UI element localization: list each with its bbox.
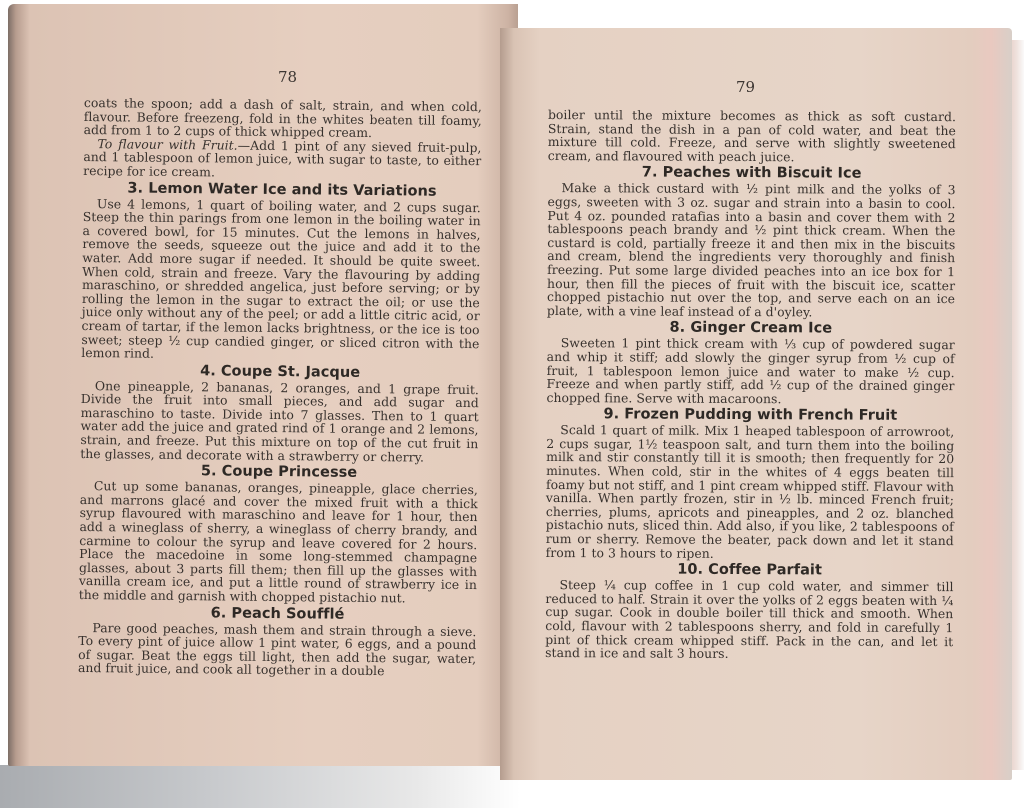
fruit-note-text: —Add 1 pint of any sieved fruit-pulp, and 1 tablespoon of lemon juice, with sugar to taste, to either recipe for ice cream. — [83, 137, 482, 180]
table-surface-shadow — [0, 765, 520, 808]
recipe-title: 10. Coffee Parfait — [677, 561, 822, 579]
continuation-paragraph: coats the spoon; add a dash of salt, strain, and when cold, flavour. Before freezeng, fold in the whites beaten till foamy, add from 1 to 2 cups of thick whipped cream. — [83, 95, 482, 141]
recipe-title: 9. Frozen Pudding with French Fruit — [603, 406, 898, 425]
right-page — [500, 28, 1012, 780]
recipe-title: 5. Coupe Princesse — [200, 463, 358, 482]
recipe-body: Make a thick custard with ½ pint milk and the yolks of 3 eggs, sweeten with 3 oz. sugar and strain into a basin to cool. Put 4 oz. pounded ratafias into a basin and cover them with 2 tablespoons peach brandy and ½ pint thick cream. When the custard is cold, partially freeze it and then mix in the biscuits and cream, blend the ingredients very thoroughly and finish freezing. Put some large divided peaches into an ice box for 1 hour, then fill the pieces of fruit with the biscuit ice, scatter chopped pistachio nut over the top, and serve each on an ice plate, with a vine leaf instead of a d'oyley. — [546, 180, 956, 320]
recipe-body: Use 4 lemons, 1 quart of boiling water, and 2 cups sugar. Steep the thin parings from one lemon in the boiling water in a covered bowl, for 15 minutes. Cut the lemons in halves, remove the seeds, squeeze out the juice and add it to the water. Add more sugar if needed. It should be quite sweet. When cold, strain and freeze. Vary the flavouring by adding maraschino, or shredded angelica, just before serving; or by rolling the lemon in the sugar to extract the oil; or use the juice only without any of the peel; or add a little citric acid, or cream of tartar, if the lemon lacks brightness, or the ice is too sweet; steep ½ cup candied ginger, or sliced citron with the lemon rind. — [81, 195, 481, 361]
recipe-title: 8. Ginger Cream Ice — [669, 319, 833, 337]
recipe-body: Sweeten 1 pint thick cream with ⅓ cup of powdered sugar and whip it stiff; add slowly the ginger syrup from ½ cup of fruit, 1 tablespoon lemon juice and water to make ½ cup. Freeze and when partly stiff, add ½ cup of the drained ginger chopped fine. Serve with macaroons. — [546, 335, 955, 406]
recipe-body: Scald 1 quart of milk. Mix 1 heaped tablespoon of arrowroot, 2 cups sugar, 1½ teaspoon salt, and turn them into the boiling milk and stir constantly till it is smooth; then frequently for 20 minutes. When cold, stir in the whites of 4 eggs beaten till foamy but not stiff, and 1 pint cream whipped stiff. Flavour with vanilla. When partly frozen, stir in ½ lb. minced French fruit; cherries, plums, apricots and pineapples, and 2 oz. blanched pistachio nuts, sliced thin. Add also, if you like, 2 tablespoons of rum or sherry. Remove the beater, pack down and let it stand from 1 to 3 hours to ripen. — [545, 422, 955, 561]
recipe-body: Pare good peaches, mash them and strain through a sieve. To every pint of juice allow 1 pint water, 6 eggs, and a pound of sugar. Beat the eggs till light, then add the sugar, water, and fruit juice, and cook all together in a double — [77, 619, 477, 679]
recipe-body: Steep ¼ cup coffee in 1 cup cold water, and simmer till reduced to half. Strain it over the yolks of 2 eggs beaten with ¼ cup sugar. Cook in double boiler till thick and smooth. When cold, flavour with 2 tablespoons sherry, and fold in carefully 1 pint of thick cream whipped stiff. Pack in the can, and let it stand in ice and salt 3 hours. — [545, 577, 954, 662]
recipe-body: Cut up some bananas, oranges, pineapple, glace cherries, and marrons glacé and cover the mixed fruit with a thick syrup flavoured with maraschino and leave for 1 hour, then add a wineglass of sherry, a wineglass of cherry brandy, and carmine to colour the syrup and leave covered for 2 hours. Place the macedoine in some long-stemmed champagne glasses, about 3 parts fill them; then fill up the glasses with vanilla cream ice, and put a little round of strawberry ice in the middle and garnish with chopped pistachio nut. — [78, 478, 478, 606]
recipe-title: 7. Peaches with Biscuit Ice — [641, 164, 862, 183]
recipe-title: 3. Lemon Water Ice and its Variations — [127, 180, 437, 200]
fruit-note — [83, 137, 481, 182]
page-number: 78 — [278, 68, 298, 86]
recipe-title: 4. Coupe St. Jacque — [200, 362, 361, 381]
page-number: 79 — [736, 78, 756, 96]
fruit-note-label: To flavour with Fruit. — [97, 135, 238, 153]
right-page-text — [545, 108, 956, 662]
recipe-body: One pineapple, 2 bananas, 2 oranges, and 1 grape fruit. Divide the fruit into small pieces, and add sugar and maraschino to taste. Divide into 7 glasses. Then to 1 quart water add the juice and grated rind of 1 orange and 2 lemons, strain, and freeze. Put this mixture on top of the cut fruit in the glasses, and decorate with a strawberry or cherry. — [80, 377, 480, 465]
left-page-text — [78, 96, 482, 679]
recipe-title: 6. Peach Soufflé — [210, 604, 345, 623]
left-page — [8, 4, 518, 766]
continuation-paragraph: boiler until the mixture becomes as thick as soft custard. Strain, stand the dish in a pan of cold water, and beat the mixture till cold. Freeze, and serve with slightly sweetened cream, and flavoured with peach juice. — [547, 107, 956, 165]
